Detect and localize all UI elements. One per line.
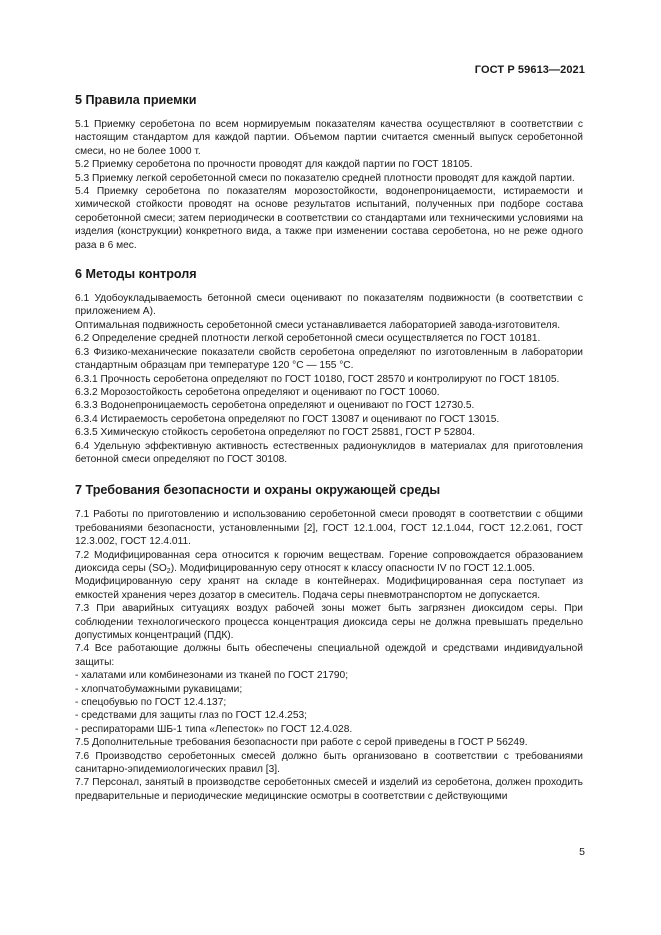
section-6-title: 6 Методы контроля [75,267,197,282]
paragraph-7-6: 7.6 Производство серобетонных смесей должно быть организовано в соответствии с требованиями санитарно-эпидемиологических правил [3]. [75,750,583,776]
list-item: - спецобувью по ГОСТ 12.4.137; [75,697,227,709]
subscript-2: 2 [166,567,171,575]
paragraph-7-4: 7.4 Все работающие должны быть обеспечены специальной одеждой и средствами индивидуальной защиты: [75,643,583,668]
section-5-title: 5 Правила приемки [75,93,197,107]
list-item: - халатами или комбинезонами из тканей по ГОСТ 21790; [75,670,349,682]
document-code: ГОСТ Р 59613—2021 [474,64,585,76]
section-7 [75,482,583,803]
paragraph-7-7: 7.7 Персонал, занятый в производстве серобетонных смесей и изделий из серобетона, должен проходить предварительные и периодические медицинские осмотры в соответствии с действующими [75,777,583,802]
list-item: - хлопчатобумажными рукавицами; [75,683,243,695]
paragraph-5-3: 5.3 Приемку легкой серобетонной смеси по показателю средней плотности проводят для каждой партии. [75,172,575,184]
paragraph-6-3-1: 6.3.1 Прочность серобетона определяют по ГОСТ 10180, ГОСТ 28570 и контролируют по ГОСТ 18105. [75,373,560,385]
paragraph-7-1: 7.1 Работы по приготовлению и использованию серобетонной смеси проводят в соответствии с общими требованиями безопасности, установленными [2], ГОСТ 12.1.004, ГОСТ 12.1.044, ГОСТ 12.2.061, ГОСТ 12.3.002, ГОСТ 12.4.011. [75,509,583,548]
paragraph-5-2: 5.2 Приемку серобетона по прочности проводят для каждой партии по ГОСТ 18105. [75,159,473,171]
page-number: 5 [579,846,585,858]
paragraph-6-3-2: 6.3.2 Морозостойкость серобетона определяют и оценивают по ГОСТ 10060. [75,386,440,398]
paragraph-6-1: 6.1 Удобоукладываемость бетонной смеси оценивают по показателям подвижности (в соответствии с приложением А). [75,293,583,318]
paragraph-7-3: 7.3 При аварийных ситуациях воздух рабочей зоны может быть загрязнен диоксидом серы. При соблюдении технологического процесса концентрация диоксида серы не должна превышать предельно допустимых концентраций (ПДК). [75,603,583,641]
list-item: - респираторами ШБ-1 типа «Лепесток» по ГОСТ 12.4.028. [75,723,353,735]
paragraph-6-1b: Оптимальная подвижность серобетонной смеси устанавливается лабораторией завода-изготовителя. [75,319,561,331]
paragraph-6-2: 6.2 Определение средней плотности легкой серобетонной смеси осуществляется по ГОСТ 10181. [75,333,541,345]
paragraph-6-3: 6.3 Физико-механические показатели свойств серобетона определяют по изготовленным в лаборатории стандартным образцам при температуре 120 °С — 155 °С. [75,346,583,372]
paragraph-6-3-4: 6.3.4 Истираемость серобетона определяют по ГОСТ 13087 и оценивают по ГОСТ 13015. [75,413,500,425]
paragraph-7-2b: Модифицированную серу хранят на складе в контейнерах. Модифицированная сера поступает из емкостей хранения через дозатор в смеситель. Подача серы пневмотранспортом не допускается. [75,576,583,601]
paragraph-5-4: 5.4 Приемку серобетона по показателям морозостойкости, водонепроницаемости, истираемости и химической стойкости проводят на основе результатов испытаний, полученных при подборе состава серобетонной смеси; затем периодически в соответствии со стандартами или техническими условиями на изделия (конструкции) конкретного вида, а также при изменении состава серобетона, но не реже одного раза в 6 мес. [75,186,583,251]
section-5 [75,92,583,252]
paragraph-6-3-3: 6.3.3 Водонепроницаемость серобетона определяют и оценивают по ГОСТ 12730.5. [75,400,475,412]
paragraph-5-1: 5.1 Приемку серобетона по всем нормируемым показателям качества осуществляют в соответствии с настоящим стандартом для каждой партии. Объемом партии считается сменный выпуск серобетонной смеси, но не более 1000 т. [75,119,583,157]
section-7-title: 7 Требования безопасности и охраны окружающей среды [75,483,441,498]
document-body [75,92,583,815]
paragraph-6-4: 6.4 Удельную эффективную активность естественных радионуклидов в материалах для приготовления бетонной смеси определяют по ГОСТ 30108. [75,440,583,465]
list-item: - средствами для защиты глаз по ГОСТ 12.4.253; [75,710,308,722]
paragraph-6-3-5: 6.3.5 Химическую стойкость серобетона определяют по ГОСТ 25881, ГОСТ Р 52804. [75,427,476,439]
paragraph-7-2: 7.2 Модифицированная сера относится к горючим веществам. Горение сопровождается образованием диоксида серы $(SO_2)$. Модифицированную серу относят к классу опасности IV по ГОСТ 12.1.005. [75,549,583,575]
section-6 [75,266,583,466]
paragraph-7-5: 7.5 Дополнительные требования безопасности при работе с серой приведены в ГОСТ Р 56249. [75,737,528,749]
